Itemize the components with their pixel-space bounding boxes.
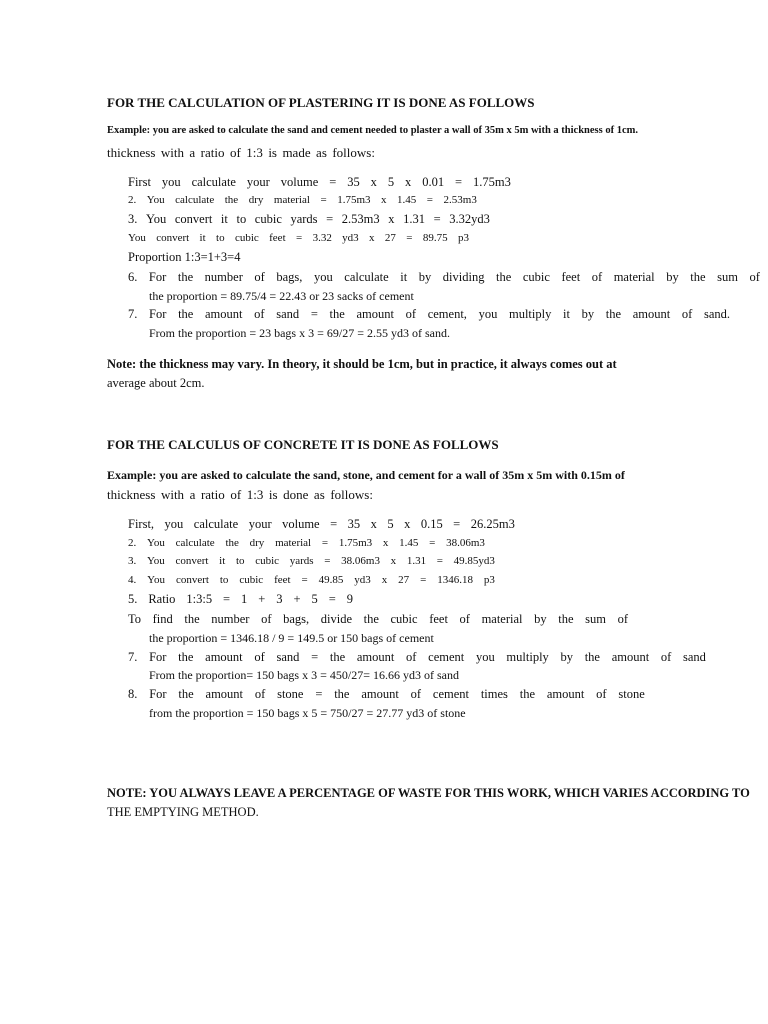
concrete-step-6-cont: the proportion = 1346.18 / 9 = 149.5 or 150 bags of cement [149,631,434,645]
plaster-ratio-line: thickness with a ratio of 1:3 is made as follows: [107,145,375,160]
plaster-step-7: 7. For the amount of sand = the amount of cement, you multiply it by the amount of sand. [128,307,730,321]
plaster-step-1: First you calculate your volume = 35 x 5 x 0.01 = 1.75m3 [128,175,511,189]
concrete-step-5: 5. Ratio 1:3:5 = 1 + 3 + 5 = 9 [128,592,353,606]
plaster-step-3: 3. You convert it to cubic yards = 2.53m3 x 1.31 = 3.32yd3 [128,212,490,226]
plaster-note: Note: the thickness may vary. In theory, it should be 1cm, but in practice, it always comes out at [107,357,617,371]
plaster-heading: FOR THE CALCULATION OF PLASTERING IT IS DONE AS FOLLOWS [107,95,535,110]
plaster-step-6: 6. For the number of bags, you calculate it by dividing the cubic feet of material by the sum of [128,270,760,284]
plaster-note-cont: average about 2cm. [107,376,205,390]
plaster-step-4: You convert it to cubic feet = 3.32 yd3 x 27 = 89.75 p3 [128,232,469,244]
plaster-step-6-cont: the proportion = 89.75/4 = 22.43 or 23 sacks of cement [149,289,414,303]
concrete-step-8-cont: from the proportion = 150 bags x 5 = 750/27 = 27.77 yd3 of stone [149,706,466,720]
final-note-line2: THE EMPTYING METHOD. [107,805,259,819]
plaster-step-2: 2. You calculate the dry material = 1.75m3 x 1.45 = 2.53m3 [128,194,477,206]
plaster-step-7-cont: From the proportion = 23 bags x 3 = 69/27 = 2.55 yd3 of sand. [149,326,450,340]
final-note-line1: NOTE: YOU ALWAYS LEAVE A PERCENTAGE OF WASTE FOR THIS WORK, WHICH VARIES ACCORDING TO [107,786,750,800]
concrete-step-1: First, you calculate your volume = 35 x 5 x 0.15 = 26.25m3 [128,517,515,531]
concrete-step-2: 2. You calculate the dry material = 1.75m3 x 1.45 = 38.06m3 [128,537,485,549]
concrete-step-8: 8. For the amount of stone = the amount of cement times the amount of stone [128,687,645,701]
concrete-ratio-line: thickness with a ratio of 1:3 is done as follows: [107,487,373,502]
concrete-step-6: To find the number of bags, divide the cubic feet of material by the sum of [128,612,628,626]
concrete-step-7: 7. For the amount of sand = the amount of cement you multiply by the amount of sand [128,650,706,664]
concrete-heading: FOR THE CALCULUS OF CONCRETE IT IS DONE AS FOLLOWS [107,437,499,452]
plaster-example: Example: you are asked to calculate the sand and cement needed to plaster a wall of 35m x 5m with a thickness of 1cm. [107,125,639,136]
concrete-step-4: 4. You convert to cubic feet = 49.85 yd3 x 27 = 1346.18 p3 [128,574,495,586]
concrete-step-3: 3. You convert it to cubic yards = 38.06m3 x 1.31 = 49.85yd3 [128,555,495,567]
concrete-example: Example: you are asked to calculate the sand, stone, and cement for a wall of 35m x 5m with 0.15m of [107,468,625,482]
plaster-step-5: Proportion 1:3=1+3=4 [128,250,241,264]
concrete-step-7-cont: From the proportion= 150 bags x 3 = 450/27= 16.66 yd3 of sand [149,668,459,682]
